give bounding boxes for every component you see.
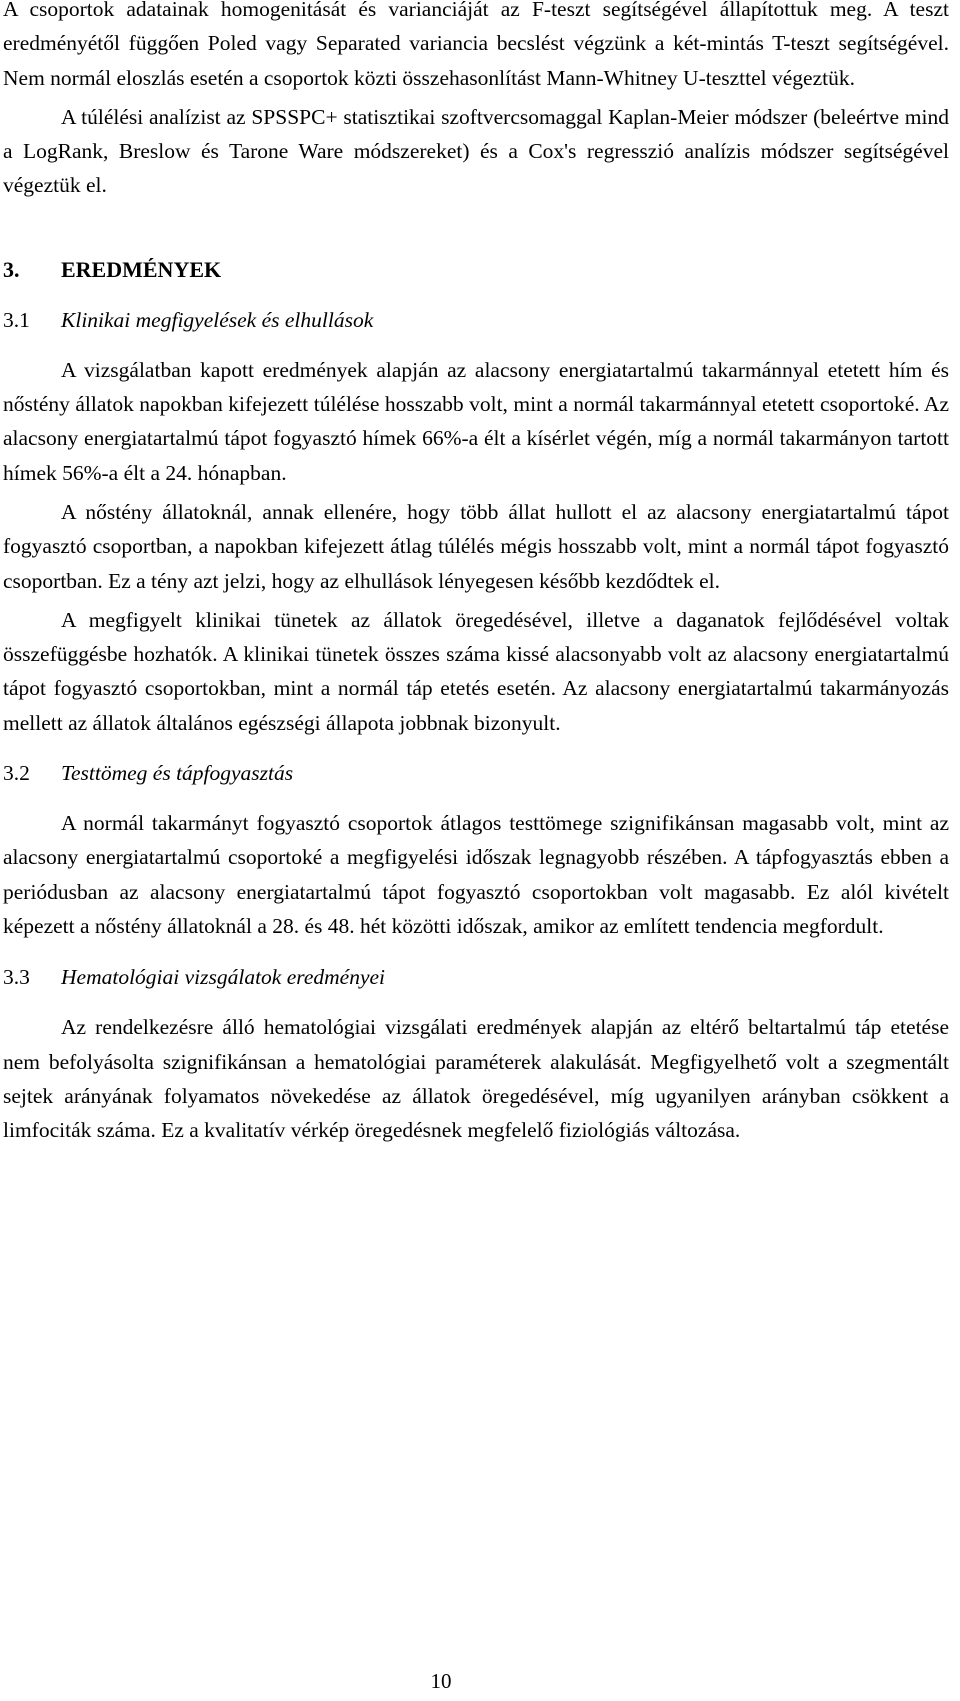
paragraph-statistics-methods: A csoportok adatainak homogenitását és varianciáját az F-teszt segítségével állapítottuk meg. A teszt eredményétől függően Poled vagy Separated variancia becslést végzünk a két-mintás T-teszt segítségével. Nem normál eloszlás esetén a csoportok közti összehasonlítást Mann-Whitney U-teszttel végeztük. — [3, 0, 949, 90]
subsection-heading-hematology — [3, 960, 949, 994]
page-content — [3, 0, 949, 1147]
subsection-heading-clinical — [3, 303, 949, 337]
subsection-number: 3.2 — [3, 761, 30, 786]
paragraph-hematology-1: Az rendelkezésre álló hematológiai vizsgálati eredmények alapján az eltérő beltartalmú táp etetése nem befolyásolta szignifikánsan a hematológiai paraméterek alakulását. Megfigyelhető volt a szegmentált sejtek arányának folyamatos növekedése az állatok öregedésével, míg ugyanilyen arányban csökkent a limfociták száma. Ez a kvalitatív vérkép öregedésnek megfelelő fiziológiás változása. — [3, 1015, 949, 1143]
subsection-number: 3.3 — [3, 965, 30, 990]
paragraph-clinical-2: A nőstény állatoknál, annak ellenére, hogy több állat hullott el az alacsony energiatartalmú tápot fogyasztó csoportban, a napokban kifejezett átlag túlélés mégis hosszabb volt, mint a normál tápot fogyasztó csoportban. Ez a tény azt jelzi, hogy az elhullások lényegesen később kezdődtek el. — [3, 499, 949, 593]
subsection-title: Testtömeg és tápfogyasztás — [61, 761, 294, 786]
paragraph-survival-analysis: A túlélési analízist az SPSSPC+ statisztikai szoftvercsomaggal Kaplan-Meier módszer (beleértve mind a LogRank, Breslow és Tarone Ware módszereket) és a Cox's regresszió analízis módszer segítségével végeztük el. — [3, 104, 949, 198]
paragraph-bodyweight-1: A normál takarmányt fogyasztó csoportok átlagos testtömege szignifikánsan magasabb volt, mint az alacsony energiatartalmú csoportoké a megfigyelési időszak legnagyobb részében. A tápfogyasztás ebben a periódusban az alacsony energiatartalmú tápot fogyasztó csoportokban volt magasabb. Ez alól kivételt képezett a nőstény állatoknál a 28. és 48. hét közötti időszak, amikor az említett tendencia megfordult. — [3, 811, 949, 938]
subsection-heading-bodyweight — [3, 756, 949, 790]
paragraph-clinical-1: A vizsgálatban kapott eredmények alapján az alacsony energiatartalmú takarmánnyal etetett hím és nőstény állatok napokban kifejezett túlélése hosszabb volt, mint a normál takarmánnyal etetett csoportoké. Az alacsony energiatartalmú tápot fogyasztó hímek 66%-a élt a kísérlet végén, míg a normál takarmányon tartott hímek 56%-a élt a 24. hónapban. — [3, 357, 949, 485]
subsection-number: 3.1 — [3, 307, 30, 332]
page-number: 10 — [430, 1669, 452, 1693]
paragraph-clinical-3: A megfigyelt klinikai tünetek az állatok öregedésével, illetve a daganatok fejlődésével voltak összefüggésbe hozhatók. A klinikai tünetek összes száma kissé alacsonyabb volt az alacsony energiatartalmú tápot fogyasztó csoportokban, mint a normál táp etetés esetén. Az alacsony energiatartalmú takarmányozás mellett az állatok általános egészségi állapota jobbnak bizonyult. — [3, 607, 949, 735]
section-heading-results — [3, 253, 949, 287]
subsection-title: Hematológiai vizsgálatok eredményei — [61, 965, 386, 990]
section-number: 3. — [3, 256, 20, 282]
section-title: EREDMÉNYEK — [61, 256, 222, 282]
subsection-title: Klinikai megfigyelések és elhullások — [61, 307, 374, 332]
